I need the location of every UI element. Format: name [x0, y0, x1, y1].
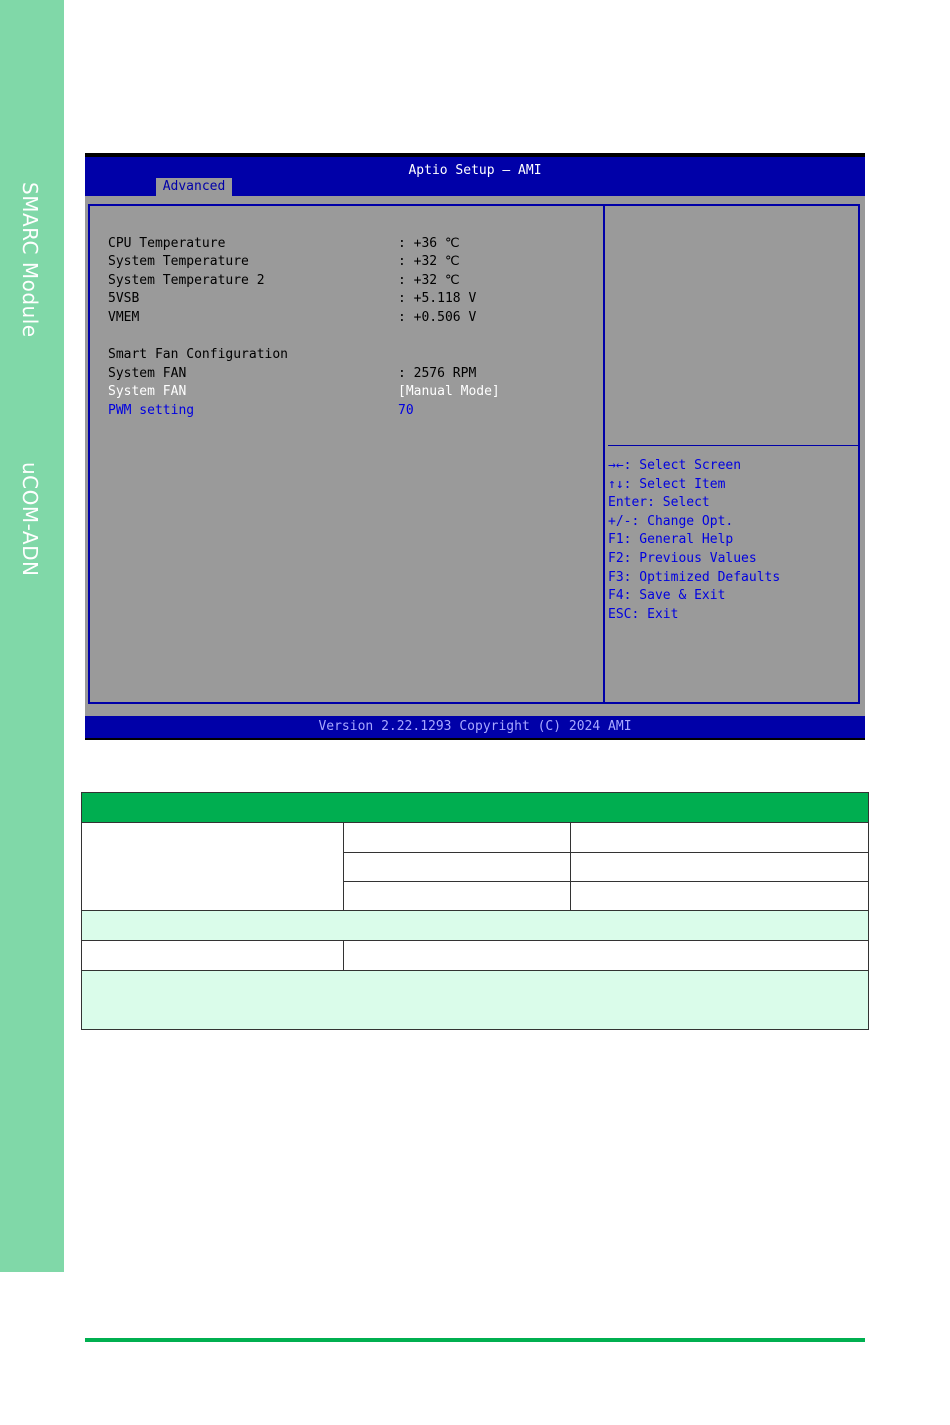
help-divider [608, 445, 859, 446]
tab-advanced[interactable]: Advanced [156, 178, 232, 196]
setting-label: System FAN [108, 384, 187, 399]
table-col-rule [570, 823, 571, 910]
setting-value[interactable]: [Manual Mode] [398, 384, 500, 399]
setting-value: : +32 ℃ [398, 273, 460, 288]
setting-value: : +0.506 V [398, 310, 477, 325]
setting-value[interactable]: 70 [398, 403, 414, 418]
help-change-opt: +/-: Change Opt. [608, 514, 734, 529]
help-optimized-defaults: F3: Optimized Defaults [608, 570, 781, 585]
setting-label: System Temperature [108, 254, 249, 269]
setting-label: CPU Temperature [108, 236, 226, 251]
setting-label: System FAN [108, 366, 187, 381]
bios-screen [85, 153, 865, 740]
help-save-exit: F4: Save & Exit [608, 588, 726, 603]
help-previous-values: F2: Previous Values [608, 551, 757, 566]
bios-body [85, 196, 865, 716]
setting-label: VMEM [108, 310, 140, 325]
settings-table [81, 792, 869, 1030]
table-col-rule [343, 823, 344, 910]
table-shaded-row [82, 911, 868, 940]
help-select-item: ↑↓: Select Item [608, 477, 726, 492]
setting-value: : +5.118 V [398, 291, 477, 306]
sidebar-product-name: uCOM-ADN [18, 462, 42, 577]
bios-divider [603, 204, 605, 704]
setting-value: : +32 ℃ [398, 254, 460, 269]
side-band [0, 0, 64, 1272]
table-shaded-row [82, 971, 868, 1029]
table-header [82, 793, 868, 823]
setting-label: System Temperature 2 [108, 273, 265, 288]
table-rule [82, 940, 868, 941]
table-col-rule [343, 940, 344, 970]
footer-rule [85, 1338, 865, 1342]
bios-title: Aptio Setup – AMI [408, 163, 542, 178]
table-rule [343, 881, 868, 882]
setting-value: : 2576 RPM [398, 366, 477, 381]
bios-header [85, 157, 865, 196]
sidebar-product-family: SMARC Module [18, 182, 42, 338]
help-general-help: F1: General Help [608, 532, 734, 547]
bios-footer: Version 2.22.1293 Copyright (C) 2024 AMI [85, 716, 865, 738]
help-enter: Enter: Select [608, 495, 710, 510]
table-rule [343, 852, 868, 853]
setting-value: : +36 ℃ [398, 236, 460, 251]
setting-label: 5VSB [108, 291, 140, 306]
setting-label: PWM setting [108, 403, 195, 418]
section-heading: Smart Fan Configuration [108, 347, 289, 362]
help-esc-exit: ESC: Exit [608, 607, 679, 622]
help-select-screen: →←: Select Screen [608, 458, 742, 473]
